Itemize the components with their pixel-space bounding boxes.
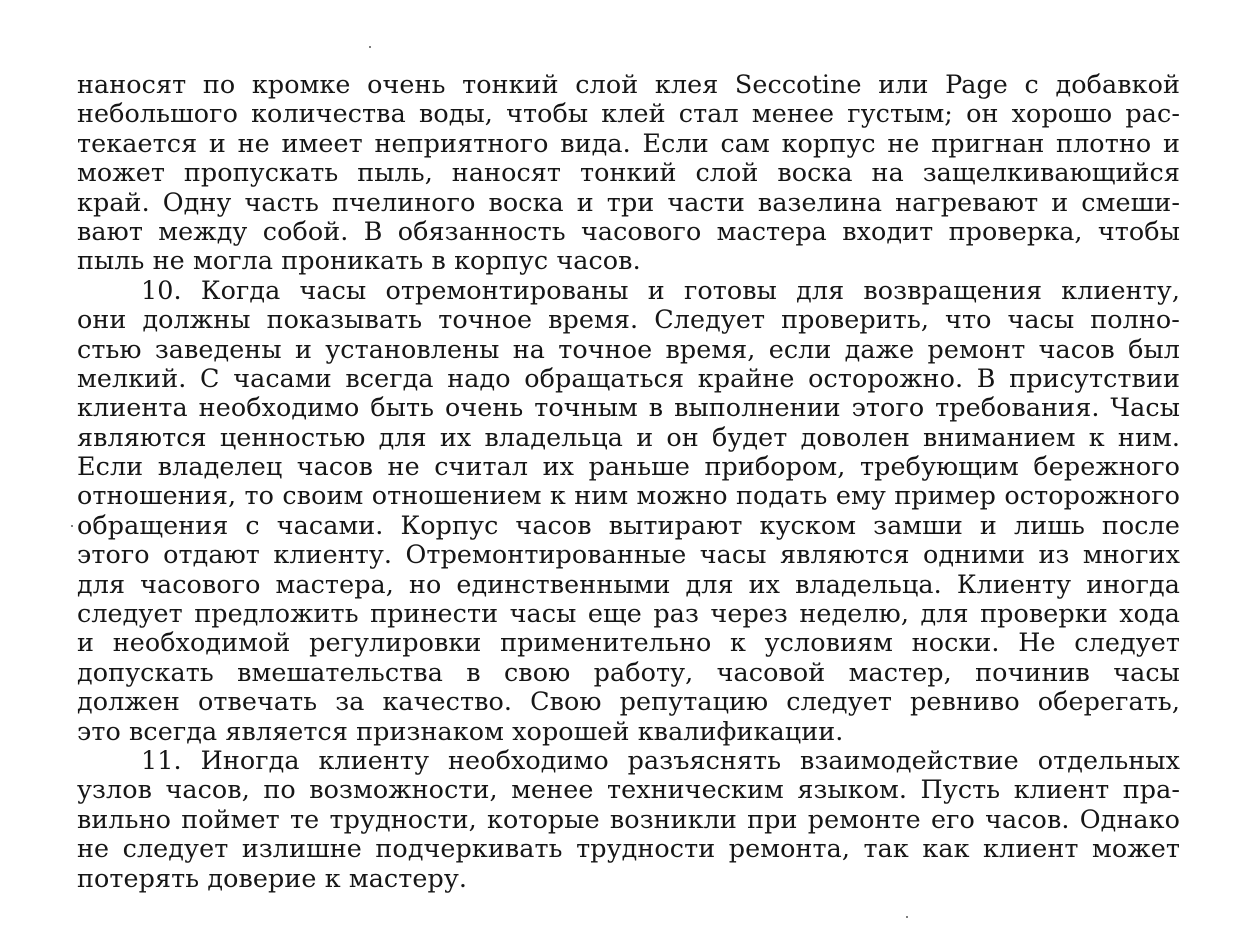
text-line: мелкий. С часами всегда надо обращаться крайне осторожно. В присутствии	[77, 362, 1180, 393]
scan-speck	[71, 525, 73, 527]
text-line: это всегда является признаком хорошей квалификации.	[77, 715, 844, 746]
paragraph-10-first-line: 10. Когда часы отремонтированы и готовы для возвращения клиенту,	[141, 274, 1180, 305]
text-line: являются ценностью для их владельца и он будет доволен вниманием к ним.	[77, 421, 1180, 452]
scan-speck	[369, 46, 371, 48]
text-line: вают между собой. В обязанность часового мастера входит проверка, чтобы	[77, 215, 1180, 246]
text-line: небольшого количества воды, чтобы клей стал менее густым; он хорошо рас-	[77, 98, 1180, 129]
text-line: следует предложить принести часы еще раз через неделю, для проверки хода	[77, 598, 1180, 629]
text-line: потерять доверие к мастеру.	[77, 862, 468, 893]
text-line: не следует излишне подчеркивать трудности ремонта, так как клиент может	[77, 833, 1180, 864]
body-text	[77, 70, 1180, 893]
scan-speck	[906, 916, 908, 918]
text-line: узлов часов, по возможности, менее техническим языком. Пусть клиент пра-	[77, 774, 1180, 805]
text-line: и необходимой регулировки применительно к условиям носки. Не следует	[77, 627, 1180, 658]
paragraph-11-first-line: 11. Иногда клиенту необходимо разъяснять взаимодействие отдельных	[141, 744, 1180, 775]
text-line: наносят по кромке очень тонкий слой клея Seccotine или Page с добавкой	[77, 69, 1180, 99]
text-line: этого отдают клиенту. Отремонтированные часы являются одними из многих	[77, 539, 1180, 570]
text-line: они должны показывать точное время. Следует проверить, что часы полно-	[77, 304, 1180, 335]
text-line: край. Одну часть пчелиного воска и три части вазелина нагревают и смеши-	[77, 186, 1180, 217]
text-line: обращения с часами. Корпус часов вытирают куском замши и лишь после	[77, 509, 1180, 540]
text-line: для часового мастера, но единственными для их владельца. Клиенту иногда	[77, 568, 1180, 599]
text-line: текается и не имеет неприятного вида. Если сам корпус не пригнан плотно и	[77, 127, 1180, 158]
text-line: должен отвечать за качество. Свою репутацию следует ревниво оберегать,	[77, 686, 1180, 717]
text-line: клиента необходимо быть очень точным в выполнении этого требования. Часы	[77, 392, 1180, 423]
text-line: Если владелец часов не считал их раньше прибором, требующим бережного	[77, 451, 1180, 482]
text-line: стью заведены и установлены на точное время, если даже ремонт часов был	[77, 333, 1180, 364]
text-line: пыль не могла проникать в корпус часов.	[77, 245, 641, 276]
text-line: допускать вмешательства в свою работу, часовой мастер, починив часы	[77, 656, 1180, 687]
text-line: может пропускать пыль, наносят тонкий слой воска на защелкивающийся	[77, 157, 1180, 188]
text-line: отношения, то своим отношением к ним можно подать ему пример осторожного	[77, 480, 1180, 511]
text-line: вильно поймет те трудности, которые возникли при ремонте его часов. Однако	[77, 803, 1180, 834]
